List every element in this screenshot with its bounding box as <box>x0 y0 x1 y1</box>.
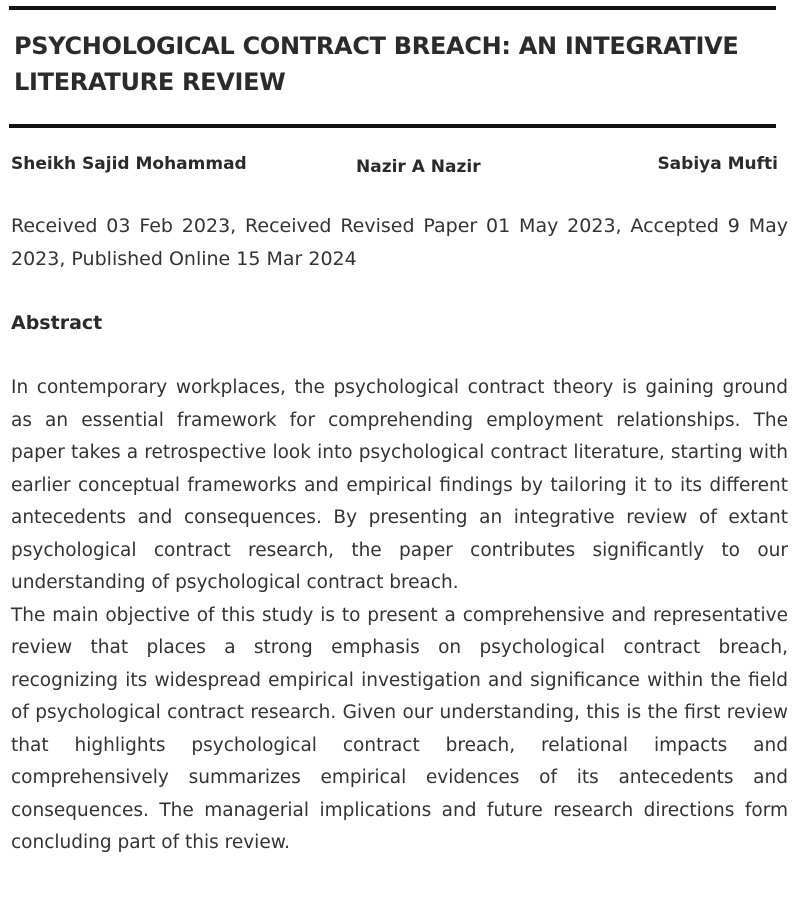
abstract-heading: Abstract <box>11 312 103 334</box>
author-2: Nazir A Nazir <box>356 157 481 177</box>
abstract-paragraph-2: The main objective of this study is to present a comprehensive and representative review that places a strong emphasis on psychological contract breach, recognizing its widespread empirical investigation and significance within the field of psychological contract research. Given our understanding, this is the first review that highlights psychological contract breach, relational impacts and comprehensively summarizes empirical evidences of its antecedents and consequences. The managerial implications and future research directions form concluding part of this review. <box>11 604 788 853</box>
publication-dates: Received 03 Feb 2023, Received Revised Paper 01 May 2023, Accepted 9 May 2023, Published Online 15 Mar 2024 <box>11 215 788 270</box>
paper-title: PSYCHOLOGICAL CONTRACT BREACH: AN INTEGRATIVE LITERATURE REVIEW <box>14 32 739 96</box>
author-1: Sheikh Sajid Mohammad <box>11 154 247 174</box>
title-rule <box>9 124 776 128</box>
author-list <box>11 152 778 180</box>
abstract-body <box>11 372 788 860</box>
abstract-paragraph-1: In contemporary workplaces, the psychological contract theory is gaining ground as an essential framework for comprehending employment relationships. The paper takes a retrospective look into psychological contract literature, starting with earlier conceptual frameworks and empirical findings by tailoring it to its different antecedents and consequences. By presenting an integrative review of extant psychological contract research, the paper contributes significantly to our understanding of psychological contract breach. <box>11 377 788 593</box>
top-rule <box>9 6 776 10</box>
author-3: Sabiya Mufti <box>657 154 778 174</box>
